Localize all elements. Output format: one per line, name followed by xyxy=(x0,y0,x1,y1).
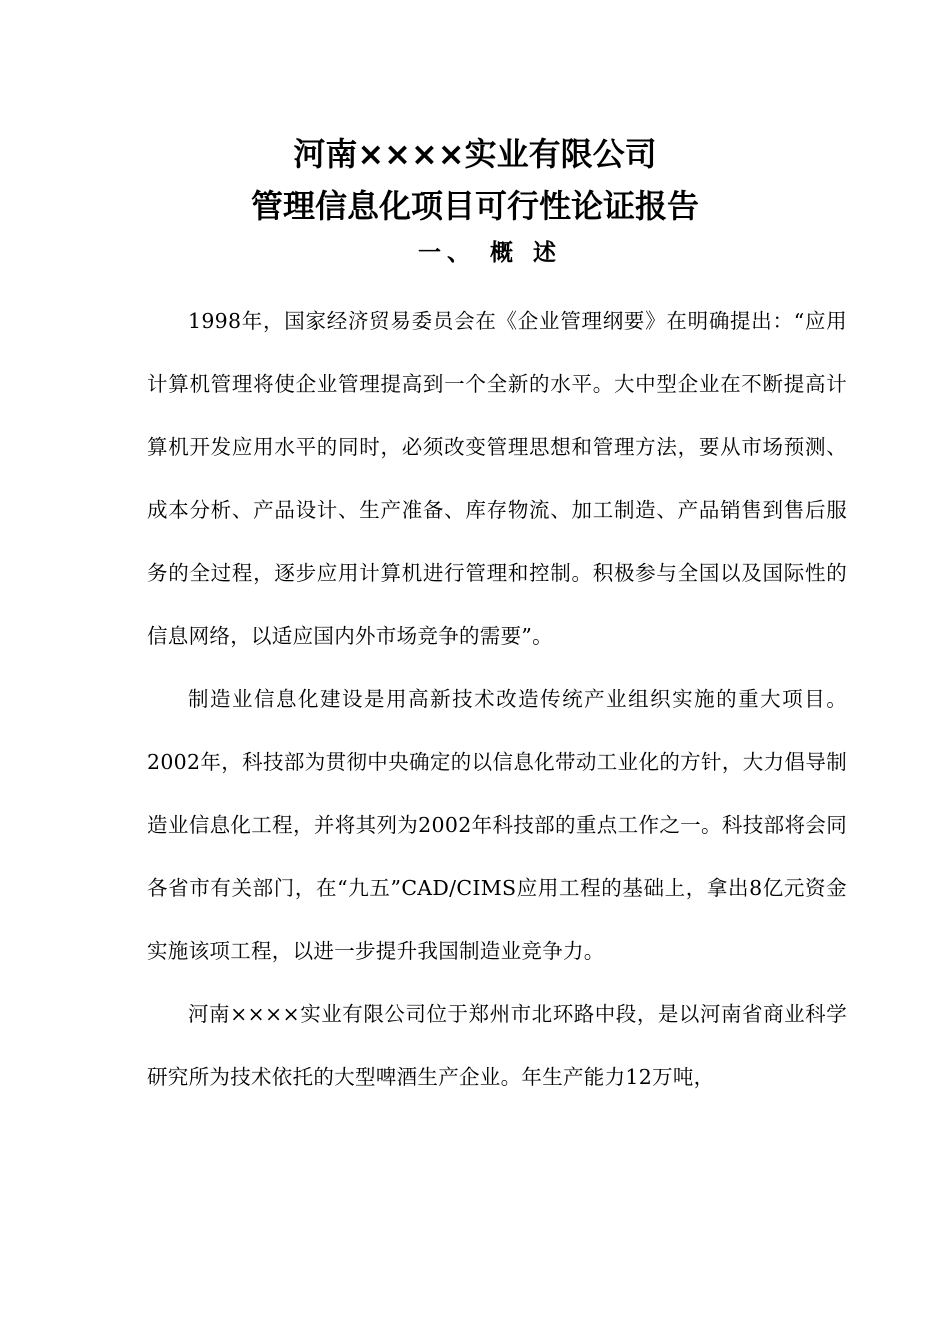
document-body xyxy=(147,290,847,1109)
section-heading: 一、 概 述 xyxy=(417,240,562,266)
document-title-line2: 管理信息化项目可行性论证报告 xyxy=(250,187,699,225)
paragraph-2: 制造业信息化建设是用高新技术改造传统产业组织实施的重大项目。2002年，科技部为贯彻中央确定的以信息化带动工业化的方针，大力倡导制造业信息化工程，并将其列为2002年科技部的重点工作之一。科技部将会同各省市有关部门，在“九五”CAD/CIMS应用工程的基础上，拿出8亿元资金实施该项工程，以进一步提升我国制造业竞争力。 xyxy=(147,687,847,963)
paragraph-3: 河南××××实业有限公司位于郑州市北环路中段，是以河南省商业科学研究所为技术依托的大型啤酒生产企业。年生产能力12万吨， xyxy=(147,1002,847,1089)
document-title-line1: 河南××××实业有限公司 xyxy=(293,135,657,173)
paragraph-1: 1998年，国家经济贸易委员会在《企业管理纲要》在明确提出：“应用计算机管理将使企业管理提高到一个全新的水平。大中型企业在不断提高计算机开发应用水平的同时，必须改变管理思想和管理方法，要从市场预测、成本分析、产品设计、生产准备、库存物流、加工制造、产品销售到售后服务的全过程，逐步应用计算机进行管理和控制。积极参与全国以及国际性的信息网络，以适应国内外市场竞争的需要”。 xyxy=(147,309,847,648)
